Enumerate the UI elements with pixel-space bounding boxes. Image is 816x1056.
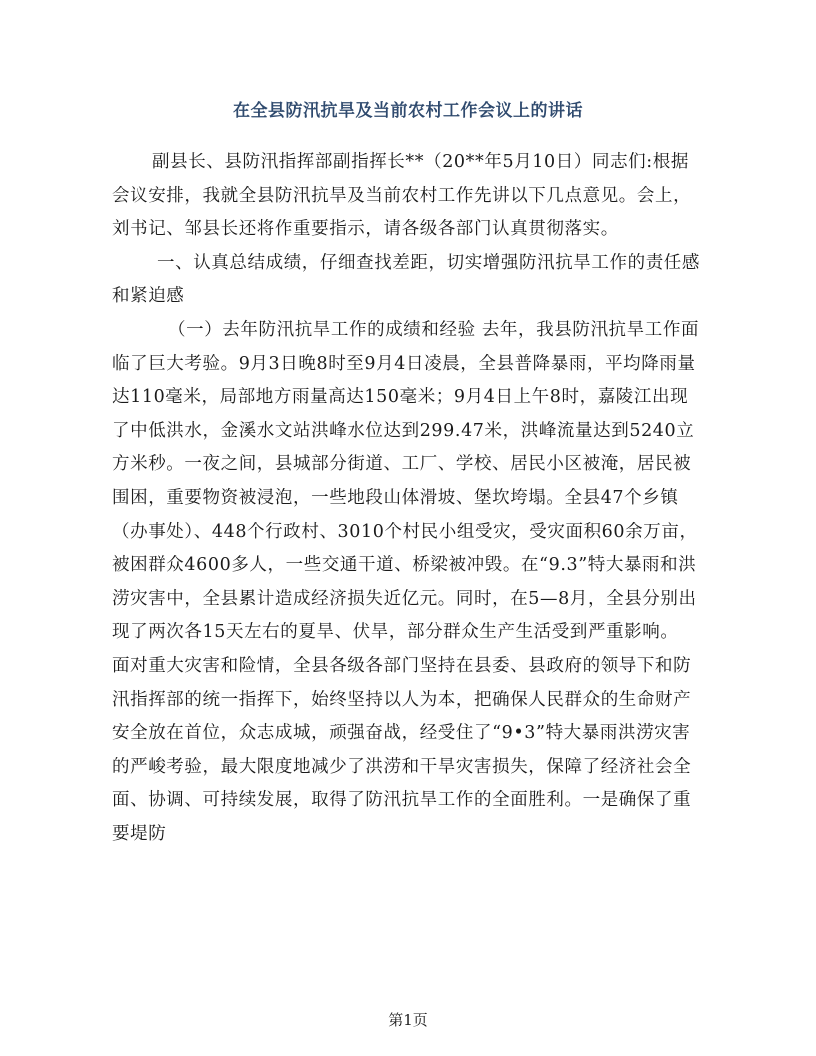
opening-paragraph: 副县长、县防汛指挥部副指挥长**（20**年5月10日）同志们:根据会议安排，我就全县防汛抗旱及当前农村工作先讲以下几点意见。会上，刘书记、邹县长还将作重要指示，请各级各部门认真贯彻落实。 <box>112 152 692 240</box>
document-title: 在全县防汛抗旱及当前农村工作会议上的讲话 <box>233 101 583 121</box>
document-body <box>112 146 702 851</box>
body-paragraph: （一）去年防汛抗旱工作的成绩和经验 去年，我县防汛抗旱工作面临了巨大考验。9月3日晚8时至9月4日凌晨，全县普降暴雨，平均降雨量达110毫米，局部地方雨量高达150毫米；9月4日上午8时，嘉陵江出现了中低洪水，金溪水文站洪峰水位达到299.47米，洪峰流量达到5240立方米秒。一夜之间，县城部分街道、工厂、学校、居民小区被淹，居民被围困，重要物资被浸泡，一些地段山体滑坡、堡坎垮塌。全县47个乡镇（办事处）、448个行政村、3010个村民小组受灾，受灾面积60余万亩，被困群众4600多人，一些交通干道、桥梁被冲毁。在“9.3”特大暴雨和洪涝灾害中，全县累计造成经济损失近亿元。同时，在5—8月，全县分别出现了两次各15天左右的夏旱、伏旱，部分群众生产生活受到严重影响。 面对重大灾害和险情，全县各级各部门坚持在县委、县政府的领导下和防汛指挥部的统一指挥下，始终坚持以人为本，把确保人民群众的生命财产安全放在首位，众志成城，顽强奋战，经受住了“9•3”特大暴雨洪涝灾害的严峻考验，最大限度地减少了洪涝和干旱灾害损失，保障了经济社会全面、协调、可持续发展，取得了防汛抗旱工作的全面胜利。一是确保了重要堤防 <box>112 319 700 844</box>
page-number: 第1页 <box>388 1011 428 1029</box>
section-heading-1: 一、认真总结成绩，仔细查找差距，切实增强防汛抗旱工作的责任感和紧迫感 <box>112 252 700 307</box>
